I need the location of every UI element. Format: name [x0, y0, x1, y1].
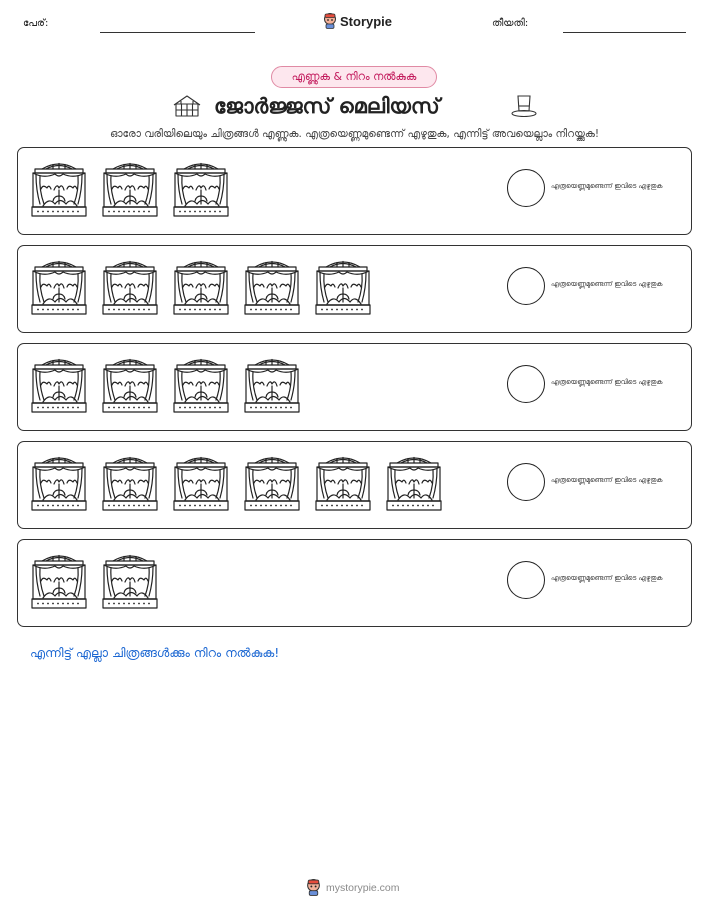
theater-stage-icon — [244, 258, 300, 316]
theater-stage-icon — [31, 356, 87, 414]
title-row — [0, 92, 709, 122]
answer-hint: എത്രയെണ്ണമുണ്ടെന്ന് ഇവിടെ എഴുതുക — [551, 182, 663, 190]
count-row — [17, 343, 692, 431]
answer-circle[interactable] — [507, 561, 545, 599]
theater-stage-icon — [102, 160, 158, 218]
theater-stage-icon — [31, 160, 87, 218]
name-write-line[interactable] — [100, 32, 255, 33]
greenhouse-icon — [172, 94, 202, 118]
theater-stage-icon — [31, 258, 87, 316]
instructions: ഓരോ വരിയിലെയും ചിത്രങ്ങൾ എണ്ണുക. എത്രയെണ്ണമുണ്ടെന്ന് എഴുതുക, എന്നിട്ട് അവയെല്ലാം നിറയ്ക്കുക! — [109, 128, 600, 140]
theater-stage-icon — [386, 454, 442, 512]
theater-stage-icon — [102, 454, 158, 512]
top-hat-icon — [510, 93, 538, 119]
theater-stage-icon — [315, 258, 371, 316]
theater-stage-icon — [31, 552, 87, 610]
theater-stage-icon — [173, 160, 229, 218]
brand-name: Storypie — [340, 13, 393, 29]
date-write-line[interactable] — [563, 32, 686, 33]
answer-circle[interactable] — [507, 267, 545, 305]
answer-hint: എത്രയെണ്ണമുണ്ടെന്ന് ഇവിടെ എഴുതുക — [551, 378, 663, 386]
storypie-logo — [323, 13, 392, 29]
count-row — [17, 441, 692, 529]
count-row — [17, 147, 692, 235]
theater-stage-icon — [31, 454, 87, 512]
answer-circle[interactable] — [507, 169, 545, 207]
coloring-note: എന്നിട്ട് എല്ലാ ചിത്രങ്ങൾക്കും നിറം നൽകുക! — [30, 645, 280, 660]
theater-stage-icon — [102, 356, 158, 414]
count-row — [17, 245, 692, 333]
storypie-mascot-icon — [306, 879, 321, 896]
theater-stage-icon — [244, 356, 300, 414]
footer-url: mystorypie.com — [326, 881, 400, 894]
theater-stage-icon — [315, 454, 371, 512]
activity-badge: എണ്ണുക & നിറം നൽകുക — [271, 66, 437, 88]
answer-hint: എത്രയെണ്ണമുണ്ടെന്ന് ഇവിടെ എഴുതുക — [551, 476, 663, 484]
answer-hint: എത്രയെണ്ണമുണ്ടെന്ന് ഇവിടെ എഴുതുക — [551, 280, 663, 288]
answer-circle[interactable] — [507, 463, 545, 501]
count-row — [17, 539, 692, 627]
footer-brand — [306, 879, 400, 896]
theater-stage-icon — [173, 258, 229, 316]
name-label: പേര്: — [23, 18, 49, 29]
theater-stage-icon — [102, 552, 158, 610]
theater-stage-icon — [102, 258, 158, 316]
page-title: ജോർജ്ജസ് മെലിയസ് — [214, 94, 440, 118]
date-label: തീയതി: — [492, 18, 529, 29]
answer-hint: എത്രയെണ്ണമുണ്ടെന്ന് ഇവിടെ എഴുതുക — [551, 574, 663, 582]
storypie-mascot-icon — [323, 13, 337, 29]
theater-stage-icon — [173, 356, 229, 414]
theater-stage-icon — [244, 454, 300, 512]
answer-circle[interactable] — [507, 365, 545, 403]
theater-stage-icon — [173, 454, 229, 512]
